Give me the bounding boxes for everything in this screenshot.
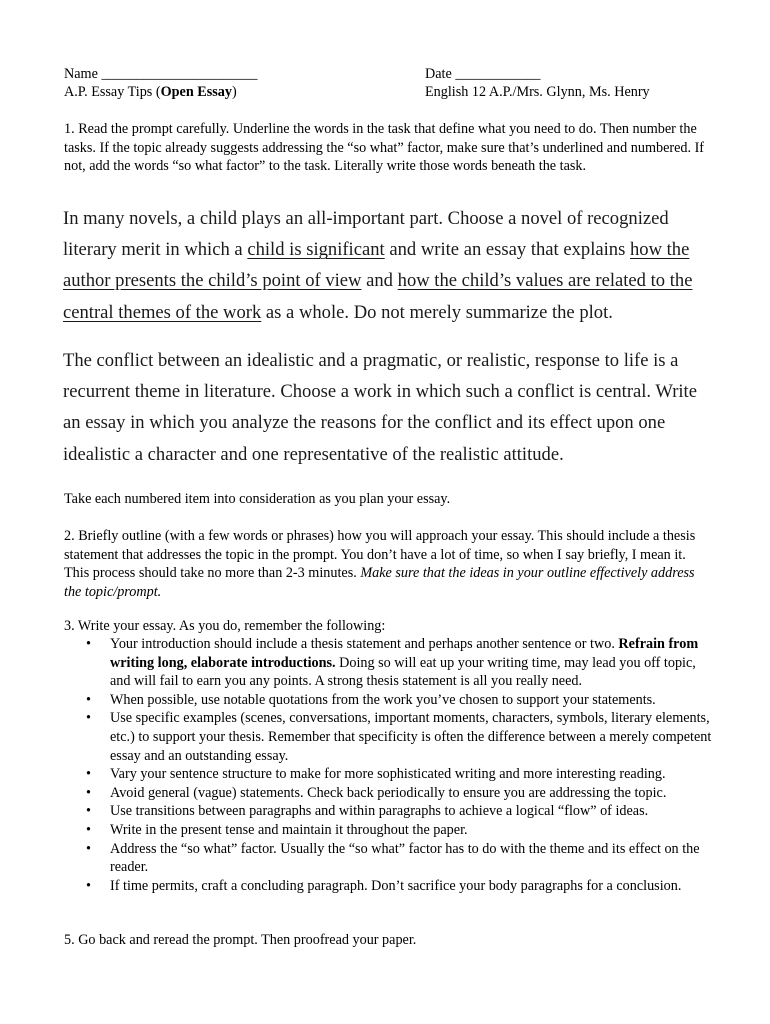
prompt1-text-3: and xyxy=(361,270,398,292)
title-bold: Open Essay xyxy=(160,84,232,100)
take-each-note: Take each numbered item into consideration as you plan your essay. xyxy=(64,491,451,507)
title-prefix: A.P. Essay Tips ( xyxy=(64,84,161,100)
step-2 xyxy=(64,527,712,601)
bullet-item: • Vary your sentence structure to make for more sophisticated writing and more interesting reading. xyxy=(64,765,712,784)
bullet-item xyxy=(64,635,712,691)
prompt1-text-4: as a whole. Do not merely summarize the plot. xyxy=(261,301,613,323)
prompt1-underline-1: child is significant xyxy=(247,239,385,261)
bullet-item: • Use transitions between paragraphs and within paragraphs to achieve a logical “flow” of ideas. xyxy=(64,802,712,821)
step-2-text: 2. Briefly outline (with a few words or phrases) how you will approach your essay. This should include a thesis statement that addresses the topic in the prompt. You don’t have a lot of time, so when I say briefly, I mean it. This process should take no more than 2-3 minutes. xyxy=(64,528,696,582)
date-line xyxy=(425,65,540,83)
prompt1-text-2: and write an essay that explains xyxy=(384,239,630,261)
prompt1-underline-3: how the child’s values are related to the central themes of the work xyxy=(63,270,693,323)
sample-prompt-1 xyxy=(63,203,713,328)
course-info: English 12 A.P./Mrs. Glynn, Ms. Henry xyxy=(425,84,650,100)
name-label: Name xyxy=(64,66,98,82)
step-3-bullets xyxy=(64,635,712,895)
title-suffix: ) xyxy=(231,84,237,100)
step-5: 5. Go back and reread the prompt. Then proofread your paper. xyxy=(64,932,417,948)
name-blank: ______________________ xyxy=(101,66,258,82)
sample-prompt-2: The conflict between an idealistic and a pragmatic, or realistic, response to life is a recurrent theme in literature. Choose a work in which such a conflict is central. Write an essay in which you analyze the reasons for the conflict and its effect upon one idealistic a character and one representative of the realistic attitude. xyxy=(63,350,697,465)
bullet-item: • When possible, use notable quotations from the work you’ve chosen to support your statements. xyxy=(64,691,712,710)
date-label: Date xyxy=(425,66,452,82)
bullet-item: • Address the “so what” factor. Usually the “so what” factor has to do with the theme and its effect on the reader. xyxy=(64,840,712,877)
date-blank: ____________ xyxy=(455,66,541,82)
step-3-intro: 3. Write your essay. As you do, remember the following: xyxy=(64,618,386,634)
prompt1-underline-2: how the author presents the child’s point of view xyxy=(63,239,690,292)
step-2-italic: Make sure that the ideas in your outline effectively address the topic/prompt. xyxy=(64,565,695,600)
prompt1-text-1: In many novels, a child plays an all-important part. Choose a novel of recognized literary merit in which a xyxy=(63,208,669,261)
bullet-1-text-2: Doing so will eat up your writing time, may lead you off topic, and will fail to earn you any points. A strong thesis statement is all you really need. xyxy=(110,654,696,690)
bullet-item: • Write in the present tense and maintain it throughout the paper. xyxy=(64,821,712,840)
bullet-1-text: Your introduction should include a thesis statement and perhaps another sentence or two. xyxy=(110,636,619,652)
handout-title xyxy=(64,83,237,101)
bullet-item: • If time permits, craft a concluding paragraph. Don’t sacrifice your body paragraphs for a conclusion. xyxy=(64,877,712,896)
bullet-1-bold: Refrain from writing long, elaborate introductions. xyxy=(110,636,699,671)
bullet-item: • Use specific examples (scenes, conversations, important moments, characters, symbols, literary elements, etc.) to support your thesis. Remember that specificity is often the difference between a merely competent essay and an outstanding essay. xyxy=(64,709,712,765)
bullet-item: • Avoid general (vague) statements. Check back periodically to ensure you are addressing the topic. xyxy=(64,784,712,803)
name-line xyxy=(64,65,258,83)
step-1: 1. Read the prompt carefully. Underline the words in the task that define what you need to do. Then number the tasks. If the topic already suggests addressing the “so what” factor, make sure that’s underlined and numbered. If not, add the words “so what factor” to the task. Literally write those words beneath the task. xyxy=(64,121,705,175)
